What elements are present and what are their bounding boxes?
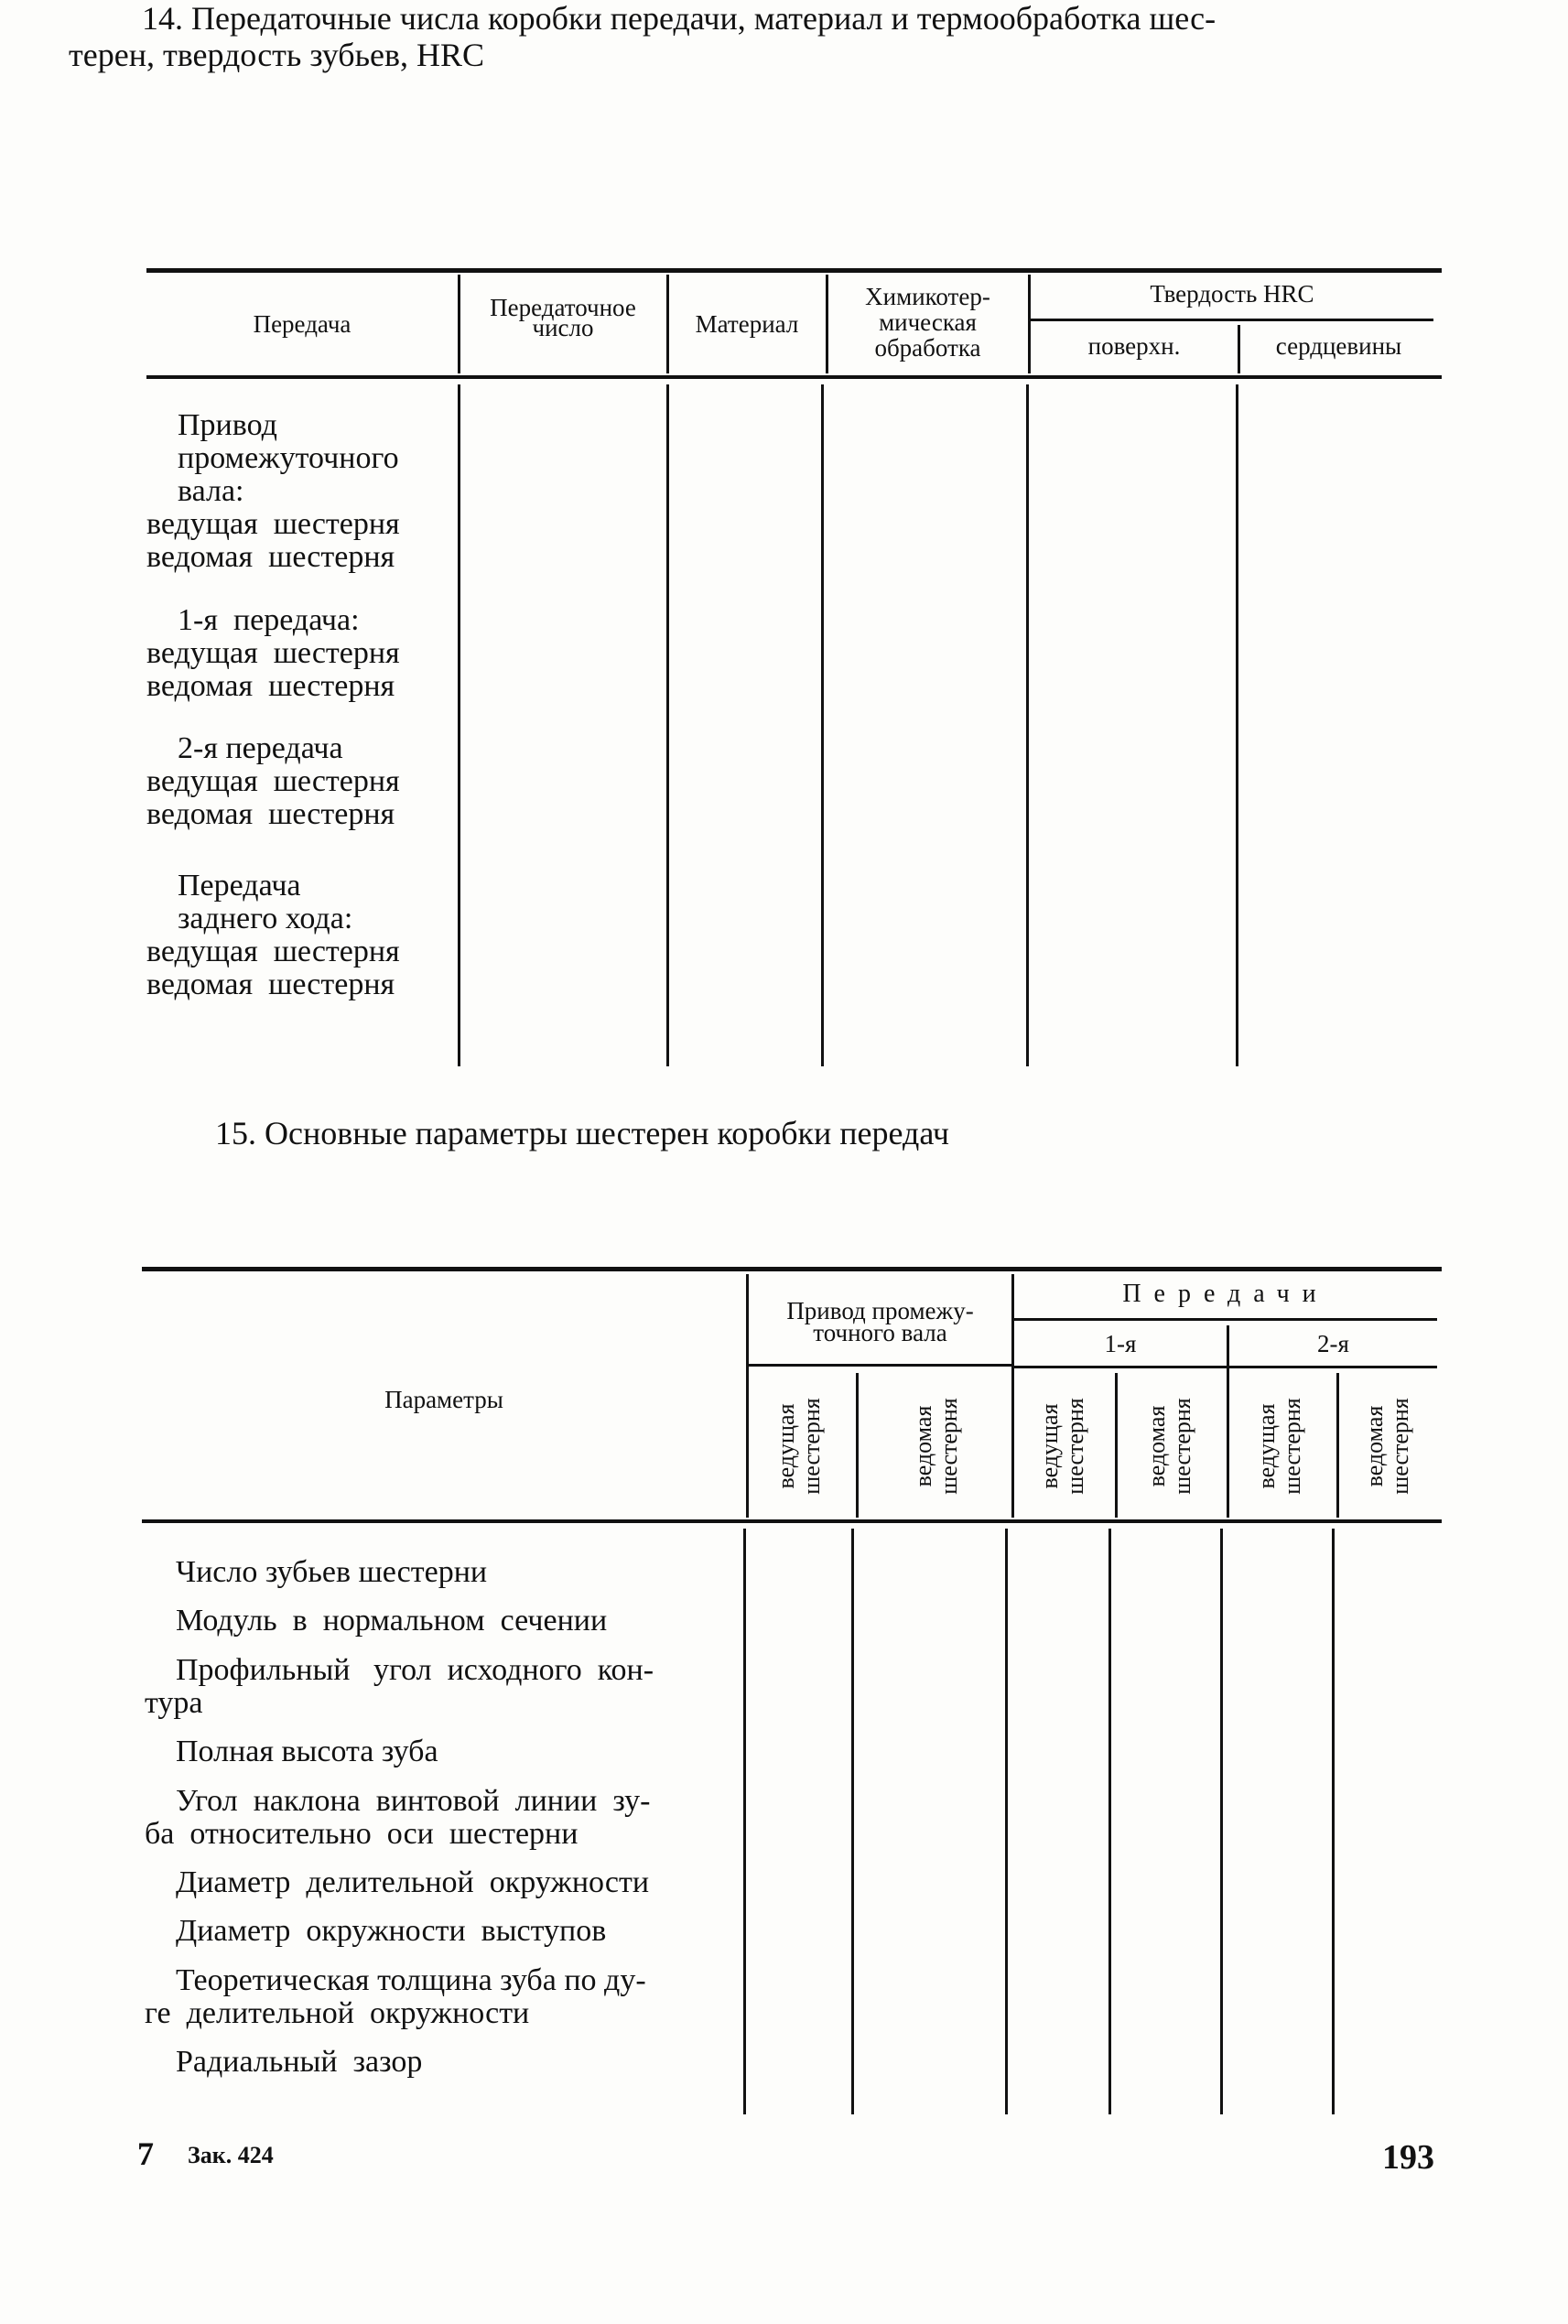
table15-row: ге делительной окружности <box>145 1996 530 2030</box>
rot-line: шестерня <box>1169 1398 1195 1495</box>
table15-column-divider <box>1108 1529 1111 2114</box>
table14-title-line2: терен, твердость зубьев, HRC <box>69 37 485 73</box>
table15-column-divider <box>851 1529 854 2114</box>
table15-top-rule <box>142 1267 1442 1271</box>
row-label-line: ведомая шестерня <box>146 669 395 703</box>
table15-row: тура <box>145 1686 203 1720</box>
row-label-line: ведомая шестерня <box>146 540 395 574</box>
table15-header-divider <box>1011 1274 1014 1518</box>
order-number: Зак. 424 <box>188 2142 274 2168</box>
table15-header-intermediate-driving <box>773 1378 828 1515</box>
row-label-line: ведущая шестерня <box>146 507 400 541</box>
rot-line: шестерня <box>935 1398 962 1495</box>
table15-header-first-driving <box>1037 1378 1092 1515</box>
row-label-line: Передача <box>178 869 301 903</box>
table14-row-first <box>146 604 449 703</box>
table14-header-ratio <box>460 295 666 340</box>
table15-header-first-driven <box>1144 1378 1199 1515</box>
table15-header-intermediate-line1: Привод промежу- <box>786 1297 974 1324</box>
rot-line: шестерня <box>1062 1398 1088 1495</box>
rot-line: ведомая <box>1143 1405 1170 1487</box>
table14-header-chem-line3: обработка <box>874 334 981 362</box>
table14-header-core: сердцевины <box>1275 332 1402 360</box>
row-label-line: 2-я передача <box>178 731 343 765</box>
table15-header-intermediate <box>749 1298 1011 1346</box>
table14-title-line1: 14. Передаточные числа коробки передачи, материал и термообработка шес- <box>142 0 1217 37</box>
table14-header-ratio-line1: Передаточное <box>490 294 636 321</box>
table15-row: Полная высота зуба <box>176 1735 438 1768</box>
signature-number: 7 <box>137 2135 154 2172</box>
row-label-line: ведущая шестерня <box>146 636 400 670</box>
table15-row: Радиальный зазор <box>176 2045 423 2079</box>
table14-column-divider <box>1236 384 1238 1066</box>
table15-row: Профильный угол исходного кон- <box>176 1653 654 1687</box>
table14-row-intermediate <box>146 409 449 574</box>
table15-column-divider <box>1005 1529 1008 2114</box>
row-label-line: вала: <box>178 474 244 508</box>
table15-intermediate-sub-rule <box>749 1364 1014 1367</box>
row-label-line: промежуточного <box>178 441 399 475</box>
table14-header-chem-line2: мическая <box>879 308 977 336</box>
table15-header-second: 2-я <box>1317 1330 1349 1357</box>
table15-header-divider <box>1336 1373 1339 1518</box>
table14-header-surface: поверхн. <box>1087 332 1181 360</box>
table14-header-gear: Передача <box>253 310 351 338</box>
row-label-line: 1-я передача: <box>178 603 360 637</box>
table14-header-chem-line1: Химикотер- <box>865 283 990 310</box>
rot-line: ведущая <box>773 1403 799 1489</box>
table15-row: Модуль в нормальном сечении <box>176 1604 608 1638</box>
row-label-line: Привод <box>178 408 277 442</box>
table15-title: 15. Основные параметры шестерен коробки передач <box>215 1115 949 1151</box>
table14-row-reverse <box>146 870 449 1001</box>
table15-column-divider <box>1332 1529 1335 2114</box>
table14-top-rule <box>146 268 1442 273</box>
table15-header-bottom-rule <box>142 1519 1442 1523</box>
table15-header-first: 1-я <box>1104 1330 1137 1357</box>
table15-row: Диаметр делительной окружности <box>176 1865 650 1899</box>
rot-line: ведущая <box>1036 1403 1063 1489</box>
table15-column-divider <box>743 1529 746 2114</box>
rot-line: шестерня <box>1387 1398 1413 1495</box>
row-label-line: ведомая шестерня <box>146 967 395 1001</box>
table14-header-material: Материал <box>695 310 799 338</box>
table15-row: Угол наклона винтовой линии зу- <box>176 1784 651 1818</box>
row-label-line: ведомая шестерня <box>146 797 395 831</box>
table14-header-chem <box>827 284 1028 361</box>
table15-header-intermediate-line2: точного вала <box>813 1319 947 1346</box>
table14-header-hardness: Твердость HRC <box>1150 280 1314 308</box>
table15-gears-sub-rule <box>1014 1318 1437 1321</box>
table15-header-second-driving <box>1254 1378 1309 1515</box>
table15-row: ба относительно оси шестерни <box>145 1817 579 1851</box>
table15-header-gears: Передачи <box>1122 1280 1329 1308</box>
table14-row-second <box>146 732 449 831</box>
table15-column-divider <box>1220 1529 1223 2114</box>
table15-gear-number-sub-rule <box>1014 1366 1437 1368</box>
table15-header-divider <box>1115 1373 1118 1518</box>
table14-column-divider <box>666 384 669 1066</box>
table14-column-divider <box>821 384 824 1066</box>
rot-line: шестерня <box>1279 1398 1305 1495</box>
rot-line: ведомая <box>910 1405 936 1487</box>
table14-column-divider <box>1026 384 1029 1066</box>
table15-row: Число зубьев шестерни <box>176 1555 488 1589</box>
table14-header-ratio-line2: число <box>532 314 594 341</box>
table14-hrc-sub-rule <box>1031 319 1433 321</box>
table15-header-params: Параметры <box>384 1386 503 1413</box>
rot-line: ведущая <box>1253 1403 1280 1489</box>
table15-header-second-driven <box>1362 1378 1417 1515</box>
table15-header-divider <box>856 1373 859 1518</box>
page-number: 193 <box>1382 2138 1434 2177</box>
rot-line: шестерня <box>798 1398 825 1495</box>
table15-row: Теоретическая толщина зуба по ду- <box>176 1963 646 1997</box>
row-label-line: заднего хода: <box>178 902 353 935</box>
table14-column-divider <box>458 384 460 1066</box>
table14-header-bottom-rule <box>146 375 1442 379</box>
table15-header-intermediate-driven <box>911 1378 966 1515</box>
table15-row: Диаметр окружности выступов <box>176 1914 607 1948</box>
row-label-line: ведущая шестерня <box>146 764 400 798</box>
rot-line: ведомая <box>1361 1405 1388 1487</box>
row-label-line: ведущая шестерня <box>146 935 400 968</box>
